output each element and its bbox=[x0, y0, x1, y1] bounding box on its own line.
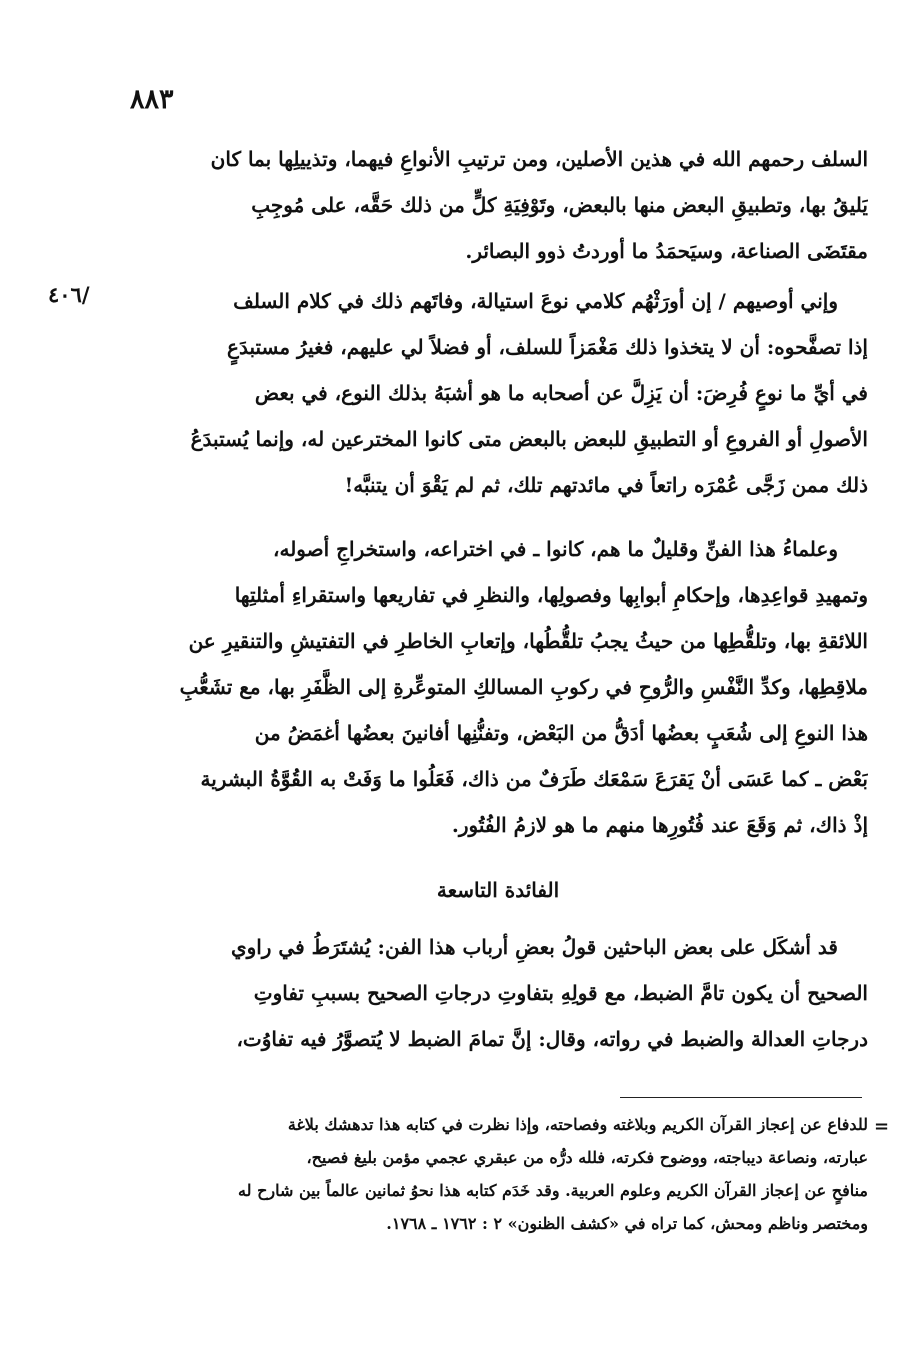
text-line: إذا تصفَّحوه: أن لا يتخذوا ذلك مَغْمَزاً للسلف، أو فضلاً لي عليهم، فغيرُ مستبدَعٍ bbox=[227, 335, 868, 359]
text-line: مقتَضَى الصناعة، وسيَحمَدُ ما أوردتُ ذوو البصائر. bbox=[465, 239, 868, 263]
text-line: ذلك ممن زَجَّى عُمْرَه راتعاً في مائدتهم تلك، ثم لم يَقْوَ أن يتنبَّه! bbox=[344, 473, 868, 497]
paragraph-4 bbox=[128, 924, 868, 1062]
margin-reference: /٤٠٦ bbox=[48, 282, 90, 307]
footnote-divider bbox=[620, 1097, 862, 1098]
section-heading: الفائدة التاسعة bbox=[436, 878, 560, 902]
text-line: إذْ ذاك، ثم وَقَعَ عند فُتُورِها منهم ما هو لازمُ الفُتُور. bbox=[451, 813, 868, 837]
footnote-line: ومختصر وناظم ومحش، كما تراه في «كشف الظنون» ٢ : ١٧٦٢ ـ ١٧٦٨. bbox=[386, 1214, 868, 1233]
paragraph-3 bbox=[128, 526, 868, 848]
footnote-line: عبارته، ونصاعة ديباجته، ووضوح فكرته، فلله درُّه من عبقري عجمي مؤمن بليغ فصيح، bbox=[306, 1148, 868, 1167]
text-line: درجاتِ العدالة والضبط في رواته، وقال: إنَّ تمامَ الضبط لا يُتصوَّرُ فيه تفاوُت، bbox=[236, 1027, 868, 1051]
text-line: الصحيح أن يكون تامَّ الضبط، مع قولِهِ بتفاوتِ درجاتِ الصحيح بسببِ تفاوتِ bbox=[253, 981, 868, 1005]
footnote-line: منافحٍ عن إعجاز القرآن الكريم وعلوم العربية. وقد خَدَم كتابه هذا نحوُ ثمانين عالماً بين شارح له bbox=[238, 1181, 868, 1200]
text-line: يَليقُ بها، وتطبيقِ البعض منها بالبعض، وتَوْفِيَةِ كلٍّ من ذلك حَقَّه، على مُوجِبِ bbox=[251, 193, 868, 217]
paragraph-1 bbox=[128, 136, 868, 274]
text-line: السلف رحمهم الله في هذين الأصلين، ومن ترتيبِ الأنواعِ فيهما، وتذييلِها بما كان bbox=[210, 147, 868, 171]
page-number: ٨٨٣ bbox=[130, 84, 174, 115]
footnote-continuation-marker: = bbox=[874, 1116, 890, 1137]
text-line: ملاقِطِها، وكدِّ النَّفْسِ والرُّوحِ في ركوبِ المسالكِ المتوعِّرةِ إلى الظَّفَرِ بها، مع تشَعُّبِ bbox=[179, 675, 868, 699]
text-line: بَعْض ـ كما عَسَى أنْ يَقرَعَ سَمْعَك طَرَفٌ من ذاك، فَعَلُوا ما وَفَتْ به القُوَّةُ البشرية bbox=[200, 767, 868, 791]
text-line: هذا النوعِ إلى شُعَبٍ بعضُها أدَقُّ من البَعْض، وتفنُّنِها أفانينَ بعضُها أغمَضُ من bbox=[254, 721, 868, 745]
footnote bbox=[128, 1108, 868, 1240]
text-line: وإني أوصيهم / إن أورَثْهُم كلامي نوعَ استيالة، وفاتَهم ذلك في كلام السلف bbox=[233, 289, 838, 313]
paragraph-2 bbox=[128, 278, 868, 508]
text-line: قد أشكَل على بعض الباحثين قولُ بعضِ أرباب هذا الفن: يُشتَرَطُ في راوي bbox=[230, 935, 838, 959]
text-line: وتمهيدِ قواعِدِها، وإحكامِ أبوابِها وفصولِها، والنظرِ في تفاريعها واستقراءِ أمثلتِها bbox=[234, 583, 868, 607]
footnote-line: للدفاع عن إعجاز القرآن الكريم وبلاغته وفصاحته، وإذا نظرت في كتابه هذا تدهشك بلاغة bbox=[287, 1115, 868, 1134]
text-line: الأصولِ أو الفروعِ أو التطبيقِ للبعض بالبعض متى كانوا المخترعين له، وإنما يُستبدَعُ bbox=[190, 427, 868, 451]
text-line: وعلماءُ هذا الفنِّ وقليلٌ ما هم، كانوا ـ في اختراعه، واستخراجِ أصوله، bbox=[273, 537, 838, 561]
text-line: اللائقةِ بها، وتلقُّطِها من حيثُ يجبُ تلقُّطُها، وإتعابِ الخاطرِ في التفتيشِ والتنقيرِ عن bbox=[188, 629, 868, 653]
text-line: في أيِّ ما نوعٍ فُرِضَ: أن يَزِلَّ عن أصحابه ما هو أشبَهُ بذلك النوع، في بعض bbox=[254, 381, 868, 405]
